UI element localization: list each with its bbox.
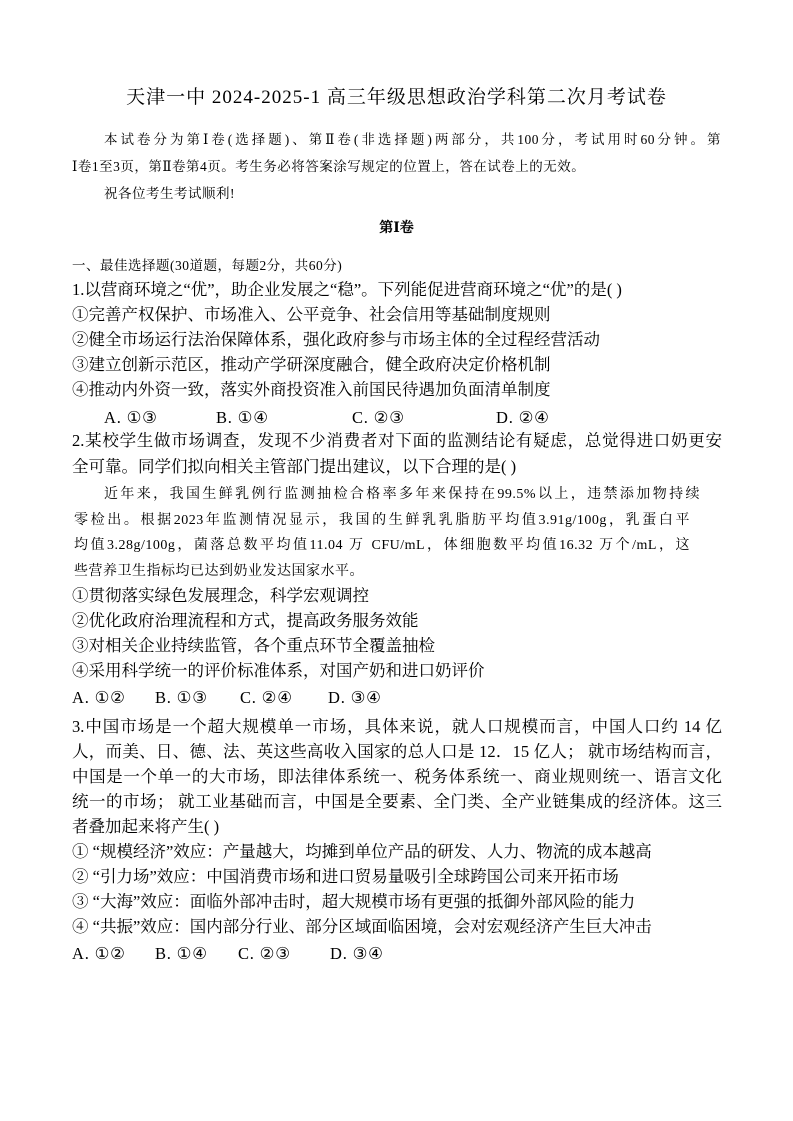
statement-3: ③对相关企业持续监管，各个重点环节全覆盖抽检 — [72, 636, 435, 655]
material-line: 些营养卫生指标均已达到奶业发达国家水平。 — [74, 564, 364, 579]
question-stem-line: 者叠加起来将产生( ) — [72, 817, 220, 836]
choice-d: D. ②④ — [496, 408, 550, 427]
question-stem-line: 统一的市场； 就工业基础而言，中国是全要素、全门类、全产业链集成的经济体。这三 — [72, 792, 722, 811]
choice-a: A. ①③ — [104, 408, 158, 427]
answer-choices — [0, 686, 793, 710]
exam-title: 天津一中 2024-2025-1 高三年级思想政治学科第二次月考试卷 — [126, 87, 667, 108]
choice-a: A. ①② — [72, 688, 126, 707]
question-stem-line: 2.某校学生做市场调查，发现不少消费者对下面的监测结论有疑虑，总觉得进口奶更安 — [72, 431, 722, 450]
choice-b: B. ①④ — [216, 408, 269, 427]
statement-2: ② “引力场”效应：中国消费市场和进口贸易量吸引全球跨国公司来开拓市场 — [72, 867, 619, 886]
statement-2: ②健全市场运行法治保障体系，强化政府参与市场主体的全过程经营活动 — [72, 330, 600, 349]
choice-b: B. ①④ — [155, 944, 208, 963]
statement-2: ②优化政府治理流程和方式，提高政务服务效能 — [72, 611, 419, 630]
statement-3: ③建立创新示范区，推动产学研深度融合，健全政府决定价格机制 — [72, 355, 551, 374]
choice-c: C. ②③ — [238, 944, 291, 963]
material-line: 零检出。根据2023年监测情况显示，我国的生鲜乳乳脂肪平均值3.91g/100g，乳蛋白平 — [74, 513, 690, 528]
choice-c: C. ②③ — [352, 408, 405, 427]
statement-4: ④ “共振”效应：国内部分行业、部分区域面临困境，会对宏观经济产生巨大冲击 — [72, 917, 652, 936]
question-stem-line: 全可靠。同学们拟向相关主管部门提出建议，以下合理的是( ) — [72, 457, 517, 476]
material-line: 近年来，我国生鲜乳例行监测抽检合格率多年来保持在99.5%以上，违禁添加物持续 — [104, 487, 700, 502]
good-luck-line: 祝各位考生考试顺利! — [104, 186, 235, 201]
statement-1: ①贯彻落实绿色发展理念，科学宏观调控 — [72, 586, 369, 605]
instructions-line: Ⅰ卷1至3页，第Ⅱ卷第4页。考生务必将答案涂写规定的位置上，答在试卷上的无效。 — [72, 159, 586, 174]
question-stem-line: 人，而美、日、德、法、英这些高收入国家的总人口是 12．15 亿人； 就市场结构而言， — [72, 742, 722, 761]
question-stem-line: 3.中国市场是一个超大规模单一市场，具体来说，就人口规模而言，中国人口约 14 亿 — [72, 717, 722, 736]
statement-1: ① “规模经济”效应：产量越大，均摊到单位产品的研发、人力、物流的成本越高 — [72, 842, 652, 861]
part-title: 第Ⅰ卷 — [379, 221, 414, 236]
statement-4: ④采用科学统一的评价标准体系，对国产奶和进口奶评价 — [72, 661, 485, 680]
answer-choices — [0, 406, 793, 430]
choice-d: D. ③④ — [330, 944, 384, 963]
section-title: 一、最佳选择题(30道题，每题2分，共60分) — [72, 258, 343, 273]
statement-4: ④推动内外资一致，落实外商投资准入前国民待遇加负面清单制度 — [72, 380, 551, 399]
material-line: 均值3.28g/100g，菌落总数平均值11.04 万 CFU/mL，体细胞数平均值16.32 万个/mL，这 — [74, 538, 690, 553]
question-stem-line: 1.以营商环境之“优”，助企业发展之“稳”。下列能促进营商环境之“优”的是( ) — [72, 280, 622, 299]
choice-b: B. ①③ — [155, 688, 208, 707]
question-stem-line: 中国是一个单一的大市场，即法律体系统一、税务体系统一、商业规则统一、语言文化 — [72, 767, 722, 786]
statement-3: ③ “大海”效应：面临外部冲击时，超大规模市场有更强的抵御外部风险的能力 — [72, 892, 636, 911]
choice-c: C. ②④ — [240, 688, 293, 707]
choice-a: A. ①② — [72, 944, 126, 963]
instructions-line: 本试卷分为第Ⅰ卷(选择题)、第Ⅱ卷(非选择题)两部分，共100分，考试用时60分钟。第 — [104, 132, 721, 147]
answer-choices — [0, 942, 793, 966]
statement-1: ①完善产权保护、市场准入、公平竞争、社会信用等基础制度规则 — [72, 305, 551, 324]
choice-d: D. ③④ — [328, 688, 382, 707]
